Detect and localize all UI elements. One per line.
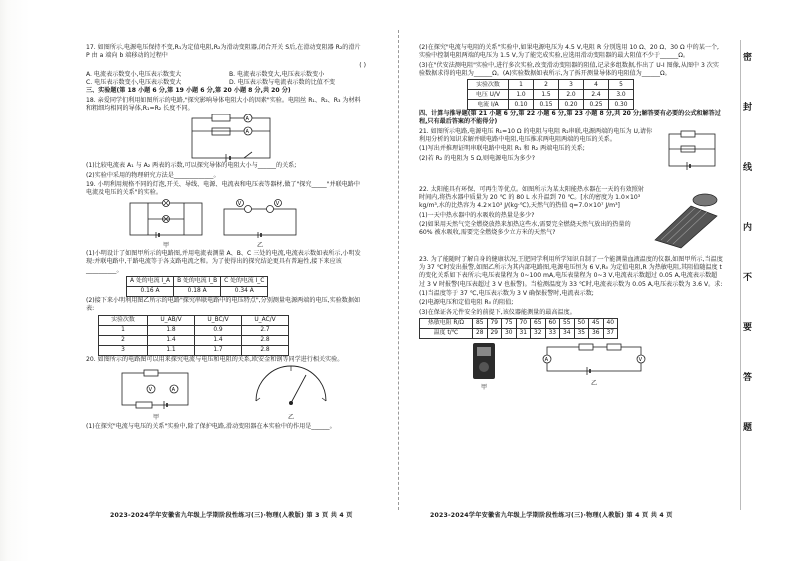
svg-text:A: A: [245, 116, 249, 123]
q20-table-header: 5: [609, 80, 634, 90]
q20-data-table: [467, 79, 634, 110]
q22-solar-heater-image: [651, 186, 723, 250]
q20-question-2: (2)在探究"电流与电阻的关系"实验中,如果电源电压为 4.5 V,电阻 R 分别选用 10 Ω、20 Ω、30 Ω 中的某一个,实验中控制电阻两端的电压为 1.5 V,为了能完成实验,应选用滑动变阻器的最大阻值不少于______Ω。: [419, 44, 719, 60]
q17-option-d: D. 电压表示数与电流表示数的比值不变: [229, 79, 336, 87]
section-3-heading: 三、实验题(第 18 小题 6 分,第 19 小题 6 分,第 20 小题 8 分,共 20 分): [86, 87, 291, 95]
q20-figure-jia: [116, 365, 196, 423]
seal-line-char: 密: [743, 53, 753, 63]
section-4-heading: 四、计算与推导题(第 21 小题 6 分,第 22 小题 6 分,第 23 小题 8 分,共 20 分;解答要有必要的公式和解答过程,只有最后答案的不能得分): [419, 110, 721, 126]
table-cell: 电流 I/A: [468, 100, 509, 110]
table-cell: 电压 U/V: [468, 90, 509, 100]
table-cell: 36: [589, 328, 604, 338]
q20-figure-jia-label: 甲: [152, 414, 160, 422]
q23-table-header: 60: [545, 318, 560, 328]
q23-table-header: 热敏电阻 R/Ω: [420, 318, 473, 328]
q23-table-header: 55: [560, 318, 575, 328]
q19-table2-header: U_BC/V: [195, 315, 242, 325]
svg-text:V: V: [638, 357, 643, 364]
table-cell: 0.9: [195, 325, 242, 335]
q17-answer-paren: ( ): [359, 61, 366, 69]
table-cell: 1.8: [148, 325, 195, 335]
table-cell: 1: [99, 325, 148, 335]
q23-question-1: (1)当温度等于 37 ℃,电压表示数为 3 V 确保报警时,电流表示数;: [419, 289, 594, 297]
q20-question-3: (3)在"伏安法测电阻"实验中,进行多次实验,改变滑动变阻器的阻值,记录多组数据,作出了 U-I 图像,从图中 3 次实验数据求得的电阻为______Ω。(A)实验数据如表所示,为了拆开测量导体的电阻值为______Ω。: [419, 61, 719, 77]
seal-line-char: 内: [743, 223, 753, 233]
q21-stem: 21. 如图所示电路,电源电压 R₁=10 Ω 的电阻与电阻 R₂串联,电源两端的电压为 U,请你利用分析的知识求解并联电路中电阻,电压推求两电阻两端的电压的关系。: [419, 127, 653, 144]
q19-table1-header: B 处的电流 I_B: [174, 277, 221, 287]
seal-line-char: 线: [743, 163, 753, 173]
left-page: [86, 44, 366, 432]
q19-table1-header: A 处的电流 I_A: [127, 277, 174, 287]
page-divider: [398, 30, 399, 510]
q23-table-header: 65: [531, 318, 546, 328]
q20-table-header: 实验次数: [468, 80, 509, 90]
table-row: [420, 328, 618, 338]
q19-figures: [126, 199, 366, 251]
table-cell: 37: [603, 328, 618, 338]
table-row: [468, 100, 634, 110]
table-row: [99, 345, 289, 355]
table-cell: 1.0: [509, 90, 534, 100]
q23-stem: 23. 为了能随时了解自身的健康状况,王肥同学利用所学知识自制了一个能测量血液温度的仪器,如图甲所示,当温度为 37 ℃时发出报警,如图乙所示为其内部电路图,电源电压恒为 6 V,R₀ 为定值电阻,R 为热敏电阻,其阻值随温度 t 的变化关系如下表所示;电压表量程为 0~100 mA,电压表量程为 0~3 V,电流表示数超过 0.05 A,电流表示数超过 3 V 时报警(电压表超过 3 V 也报警)。当检测温度为 33 ℃时,电流表示数为 0.05 A,电压表示数为 3.6 V。求:: [419, 255, 723, 288]
q18-question-2: (2)实验中采用的物理研究方法是_____________。: [86, 171, 220, 179]
table-cell: 33: [545, 328, 560, 338]
table-cell: 0.30: [609, 100, 634, 110]
q23-figure-yi-label: 乙: [590, 380, 598, 388]
svg-text:A: A: [544, 357, 549, 364]
q20-meter-dial: [246, 365, 336, 411]
table-cell: 3: [99, 345, 148, 355]
q18-question-1: (1)比较电流表 A₁ 与 A₂ 两表的示数,可以探究导体的电阻大小与______的关系;: [86, 162, 297, 170]
table-cell: 1.7: [195, 345, 242, 355]
table-cell: 31: [516, 328, 531, 338]
table-cell: 0.25: [584, 100, 609, 110]
svg-text:V: V: [148, 387, 153, 394]
q19-series-circuit: [220, 199, 300, 239]
q23-figure-jia-label: 甲: [480, 384, 488, 392]
right-page-footer: 2023-2024学年安徽省九年级上学期阶段性练习(三)·物理(人教版) 第 4 页 共 4 页: [430, 512, 673, 519]
q17-option-c: C. 电压表示数变小,电压表示数变大: [86, 79, 182, 87]
table-cell: 2.7: [242, 325, 289, 335]
table-cell: 3.0: [609, 90, 634, 100]
left-page-footer: 2023-2024学年安徽省九年级上学期阶段性练习(三)·物理(人教版) 第 3 页 共 4 页: [110, 512, 353, 519]
table-cell: 0.10: [509, 100, 534, 110]
q20-stem: 20. 如图所示的电路图可以用来探究电流与电压和电阻的关系,欧安金和钢等同学进行相关实验。: [86, 355, 344, 363]
q19-table1-header: C 处的电流 I_C: [221, 277, 268, 287]
q20-table-header: 4: [584, 80, 609, 90]
table-cell: 1.4: [148, 335, 195, 345]
svg-text:V: V: [275, 200, 280, 207]
table-cell: 35: [574, 328, 589, 338]
table-cell: 2.8: [242, 335, 289, 345]
table-cell: 28: [473, 328, 488, 338]
table-cell: 32: [531, 328, 546, 338]
table-row: [99, 325, 289, 335]
table-cell: 30: [502, 328, 517, 338]
q20-table-header: 2: [534, 80, 559, 90]
table-cell: 2.0: [559, 90, 584, 100]
q21-block: [419, 128, 723, 172]
table-row: [468, 90, 634, 100]
table-cell: 0.15: [534, 100, 559, 110]
q23-table-header: 45: [589, 318, 604, 328]
svg-text:A: A: [245, 129, 249, 136]
q17-stem: 17. 如图所示,电源电压保持不变,R₁为定值电阻,R₂为滑动变阻器,闭合开关 S后,在滑动变阻器 R₂的滑片 P 由 a 端向 b 端移动的过程中: [86, 44, 361, 60]
table-cell: 1.4: [195, 335, 242, 345]
q23-figures: [469, 341, 723, 393]
q19-table1-cell: 0.18 A: [174, 287, 221, 297]
q23-table-header: 40: [603, 318, 618, 328]
right-page: [419, 44, 723, 392]
q19-question-1: (1)小明设计了如图甲所示的电路图,并用电流表测量 A、B、C 三处的电流,电流表示数如表所示,小明发现:并联电路中,干路电流等于各支路电流之和。为了使得出的探究结论更具有普遍性,接下来应该__________。: [86, 250, 361, 274]
q23-table-header: 79: [487, 318, 502, 328]
q22-text: [419, 186, 645, 250]
q23-question-3: (3)在保证各元件安全的前提下,该仪器能测量的最高温度。: [419, 308, 576, 316]
q19-voltage-table: [98, 315, 289, 356]
q23-thermometer-device: [469, 341, 499, 381]
q20-table-header: 1: [509, 80, 534, 90]
q17-options: [86, 71, 366, 88]
q19-table1-cell: 0.34 A: [221, 287, 268, 297]
q23-resistance-table: [419, 318, 618, 339]
q23-table-header: 85: [473, 318, 488, 328]
q21-question-2: (2)若 R₂ 的电阻为 5 Ω,则电源电压为多少?: [419, 154, 535, 162]
q19-table2-header: U_AB/V: [148, 315, 195, 325]
seal-line-char: 不: [743, 273, 753, 283]
table-cell: 29: [487, 328, 502, 338]
table-cell: 0.20: [559, 100, 584, 110]
q19-figure-jia-label: 甲: [162, 241, 170, 249]
q19-current-table: [126, 276, 268, 297]
seal-line-sidebar: [740, 40, 757, 510]
q19-question-2: (2)接下来小明利用图乙所示的电路"探究串联电路中的电压特点",分别测量电源两端的电压,实验数据如表:: [86, 297, 361, 313]
table-row: [99, 335, 289, 345]
q19-figure-yi: [220, 199, 300, 251]
q22-block: [419, 186, 723, 250]
q23-figure-jia: [469, 341, 499, 393]
seal-line-char: 封: [743, 103, 753, 113]
q22-question-1: (1)一天中热水器中的水吸收的热量是多少?: [419, 211, 535, 219]
q17-option-a: A. 电流表示数变小,电压表示数变大: [86, 70, 182, 78]
q22-stem: 22. 太阳能具有环保、可再生等优点。如图所示为某太阳能热水器在一天的有效照射时间内,将热水器中质量为 20 ℃ 的 80 L 水升温到 70 ℃。[水的密度为 1.0×10³ kg/m³,水的比热容为 4.2×10³ J/(kg·℃),天然气的热值 q=7.0×10⁷ J/m³]: [419, 185, 644, 210]
q19-table1-cell: 0.16 A: [127, 287, 174, 297]
q19-stem: 19. 小明利用规格不同的灯泡,开关、导线、电源、电流表和电压表等器材,做了"探究_____"并联电路中电流及电压的关系"的实验。: [86, 180, 360, 197]
table-cell: 1.5: [534, 90, 559, 100]
q23-question-2: (2)电源电压和定值电阻 R₀ 的阻值;: [419, 299, 514, 307]
q23-circuit-diagram: [539, 341, 649, 377]
q18-stem: 18. 亲爱同学们利用如图所示的电路,"探究影响导体电阻大小的因素"实验。电阻丝 R₁、R₂、R₃ 为材料和粗细均相同的导体,R₁=R₂ 长度不同。: [86, 96, 361, 113]
q23-table-header: 75: [502, 318, 517, 328]
q20-figure-yi: [246, 365, 336, 423]
q20-figure-yi-label: 乙: [287, 414, 295, 422]
q23-table-header: 50: [574, 318, 589, 328]
q20-circuit-diagram: [116, 365, 196, 411]
q19-figure-jia: [126, 199, 206, 251]
q23-figure-yi: [539, 341, 649, 393]
svg-text:V: V: [237, 200, 242, 207]
seal-line-char: 题: [743, 423, 753, 433]
q19-parallel-circuit: [126, 199, 206, 239]
q20-table-header: 3: [559, 80, 584, 90]
svg-text:A: A: [171, 387, 176, 394]
q23-table-header: 70: [516, 318, 531, 328]
table-cell: 1.1: [148, 345, 195, 355]
q21-question-1: (1)写出并推理证明串联电路中电阻 R₁ 和 R₂ 两端电压的关系;: [419, 145, 585, 153]
q18-circuit-diagram: [186, 114, 276, 162]
q21-text: [419, 128, 657, 172]
seal-line-char: 要: [743, 323, 753, 333]
q19-table2-header: U_AC/V: [242, 315, 289, 325]
q21-circuit-diagram: [663, 128, 723, 172]
table-cell: 2.4: [584, 90, 609, 100]
q20-figures: [116, 365, 366, 423]
table-cell: 2: [99, 335, 148, 345]
seal-line-char: 答: [743, 373, 753, 383]
q19-figure-yi-label: 乙: [256, 241, 264, 249]
q17-option-b: B. 电流表示数变大,电压表示数变小: [229, 70, 325, 78]
table-cell: 34: [560, 328, 575, 338]
q19-table2-header: 实验次数: [99, 315, 148, 325]
table-cell: 2.8: [242, 345, 289, 355]
q20-question-1: (1)在探究"电流与电压的关系"实验中,除了保护电路,滑动变阻器在本实验中的作用是______。: [86, 422, 336, 430]
table-cell: 温度 t/℃: [420, 328, 473, 338]
q22-question-2: (2)如果用天然气完全燃烧放热来加热这些水,需要完全燃烧天然气放出的热量的 60% 被水吸收,需要完全燃烧多少立方米的天然气?: [419, 220, 631, 237]
